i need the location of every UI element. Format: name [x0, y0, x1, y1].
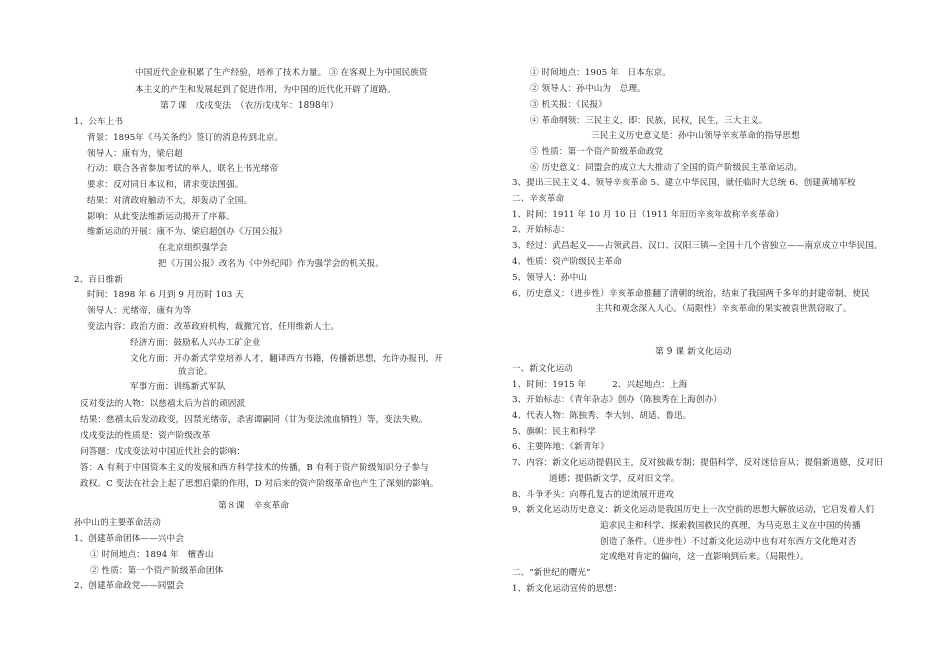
lesson7-line: 反对变法的人物：以慈禧太后为首的顽固派: [80, 399, 246, 409]
tongmeng-line: ② 领导人：孙中山为 总理。: [530, 84, 646, 94]
lesson9-line: 一、新文化运动: [512, 364, 573, 374]
lesson9-line: 道德；提倡新文学，反对旧文学。: [549, 474, 680, 484]
lesson8-line: 1、创建革命团体——兴中会: [74, 534, 184, 544]
xinhai-line: 5、领导人：孙中山: [512, 273, 588, 283]
tongmeng-line: ⑤ 性质：第一个资产阶级革命政党: [530, 147, 664, 157]
lesson7-line: 变法内容：政治方面：改革政府机构，裁撤冗官，任用维新人士。: [87, 322, 340, 332]
lesson7-line: 维新运动的开展：康不为、梁启超创办《万国公报》: [87, 227, 287, 237]
lesson9-line: 追求民主和科学、探索救国救民的真理，为马克思主义在中国的传播: [600, 521, 861, 531]
intro-line-2: 本主义的产生和发展起到了促进作用，为中国的近代化开辟了道路。: [135, 85, 396, 95]
xinhai-line: 主共和观念深入人心。（局限性）辛亥革命的果实被袁世凯窃取了。: [595, 304, 852, 314]
lesson7-line: 行动：联合各省参加考试的举人，联名上书光绪帝: [87, 164, 279, 174]
lesson9-title: 第 9 课 新文化运动: [655, 347, 732, 357]
lesson7-line: 1、公车上书: [74, 117, 124, 127]
lesson9-line: 8、斗争矛头：向尊孔复古的逆流展开进攻: [512, 490, 675, 500]
lesson8-line: 孙中山的主要革命活动: [74, 518, 161, 528]
tongmeng-line: ① 时间地点：1905 年 日本东京。: [530, 68, 671, 78]
tongmeng-line: 3、提出三民主义 4、领导辛亥革命 5、建立中华民国，就任临时大总统 6、创建黄埔军校: [512, 178, 856, 188]
lesson8-line: ② 性质：第一个资产阶级革命团体: [90, 566, 224, 576]
lesson7-line: 影响：从此变法维新运动揭开了序幕。: [87, 212, 235, 222]
lesson8-line: ① 时间地点：1894 年 檀香山: [90, 550, 214, 560]
lesson7-line: 把《万国公报》改名为《中外纪闻》作为强学会的机关报。: [158, 259, 385, 269]
lesson7-line: 时间：1898 年 6 月到 9 月历时 103 天: [87, 290, 244, 300]
xinhai-line: 6、历史意义：（进步性）辛亥革命推翻了清朝的统治，结束了我国两千多年的封建帝制，使民: [512, 289, 870, 299]
lesson7-line: 领导人：康有为，梁启超: [87, 149, 183, 159]
lesson7-title: 第７课 戊戌变法 （农历戊戌年：1898年）: [160, 101, 339, 111]
lesson9-line: 6、主要阵地：《新青年》: [512, 442, 609, 452]
lesson7-line: 结果：对清政府触动不大，却轰动了全国。: [87, 196, 253, 206]
xinhai-line: 3、经过：武昌起义——占领武昌、汉口、汉阳三镇—全国十几个省独立——南京成立中华民国。: [512, 241, 883, 251]
lesson7-line: 2、百日维新: [74, 275, 124, 285]
lesson9-line: 9、新文化运动历史意义：新文化运动是我国历史上一次空前的思想大解放运动，它启发着人们: [512, 505, 875, 515]
lesson9-line: 1、时间：1915 年 2、兴起地点：上海: [512, 380, 688, 390]
lesson7-line: 戊戌变法的性质是：资产阶级改革: [80, 431, 211, 441]
lesson7-line: 在北京组织强学会: [158, 243, 228, 253]
lesson7-line: 政权。C 变法在社会上起了思想启蒙的作用，D 对后来的资产阶级革命也产生了深刻的影响。: [80, 479, 439, 489]
xinhai-line: 4、性质：资产阶级民主革命: [512, 257, 622, 267]
lesson9-line: 定或绝对肯定的偏向，这一直影响到后来。（局限性）。: [600, 552, 809, 562]
xinhai-line: 1、时间：1911 年 10 月 10 日（1911 年旧历辛亥年故称辛亥革命）: [512, 210, 784, 220]
lesson7-line: 问答题：戊戌变法对中国近代社会的影响：: [80, 447, 246, 457]
xinhai-line: 2、开始标志：: [512, 225, 570, 235]
intro-line-1: 中国近代企业积累了生产经验，培养了技术力量。 ③ 在客观上为中国民族资: [135, 68, 428, 78]
lesson8-line: 2、创建革命政党——同盟会: [74, 581, 184, 591]
lesson9-line: 3、开始标志：《青年杂志》创办（陈独秀在上海创办）: [512, 395, 722, 405]
lesson7-line: 背景：1895年《马关条约》签订的消息传到北京。: [87, 133, 284, 143]
lesson7-line: 经济方面：鼓励私人兴办工矿企业: [130, 338, 261, 348]
lesson7-line: 军事方面：训练新式军队: [130, 382, 226, 392]
lesson7-line: 文化方面：开办新式学堂培养人才，翻译西方书籍，传播新思想，允许办报刊，开: [130, 354, 443, 364]
lesson7-line: 答：A 有利于中国资本主义的发展和西方科学技术的传播，B 有利于资产阶级知识分子参与: [80, 463, 429, 473]
tongmeng-line: ⑥ 历史意义：同盟会的成立大大推动了全国的资产阶级民主革命运动。: [530, 163, 803, 173]
lesson9-line: 1、新文化运动宣传的思想：: [512, 584, 622, 594]
lesson9-line: 7、内容：新文化运动提倡民主，反对独裁专制；提倡科学，反对迷信盲从；提倡新道德，反对旧: [512, 458, 883, 468]
tongmeng-line: 三民主义历史意义是：孙中山领导辛亥革命的指导思想: [591, 131, 800, 141]
lesson9-line: 4、代表人物：陈独秀、李大钊、胡适、鲁迅。: [512, 411, 692, 421]
lesson7-line: 放言论。: [178, 367, 213, 377]
xinhai-line: 二、辛亥革命: [512, 194, 565, 204]
lesson8-title: 第８课 辛亥革命: [218, 501, 290, 511]
lesson9-line: 二、“新世纪的曙光”: [512, 568, 591, 578]
lesson9-line: 创造了条件。（进步性）不过新文化运动中也有对东西方文化绝对否: [600, 537, 857, 547]
lesson9-line: 5、旗帜：民主和科学: [512, 427, 596, 437]
lesson7-line: 结果：慈禧太后发动政变，囚禁光绪帝，杀害谭嗣同（甘为变法流血牺牲）等，变法失败。: [80, 415, 428, 425]
lesson7-line: 领导人：光绪帝，康有为等: [87, 306, 192, 316]
lesson7-line: 要求：反对同日本议和，请求变法图强。: [87, 180, 244, 190]
tongmeng-line: ③ 机关报：《民报》: [530, 100, 607, 110]
tongmeng-line: ④ 革命纲领：三民主义，即：民族，民权，民生，三大主义。: [530, 116, 768, 126]
